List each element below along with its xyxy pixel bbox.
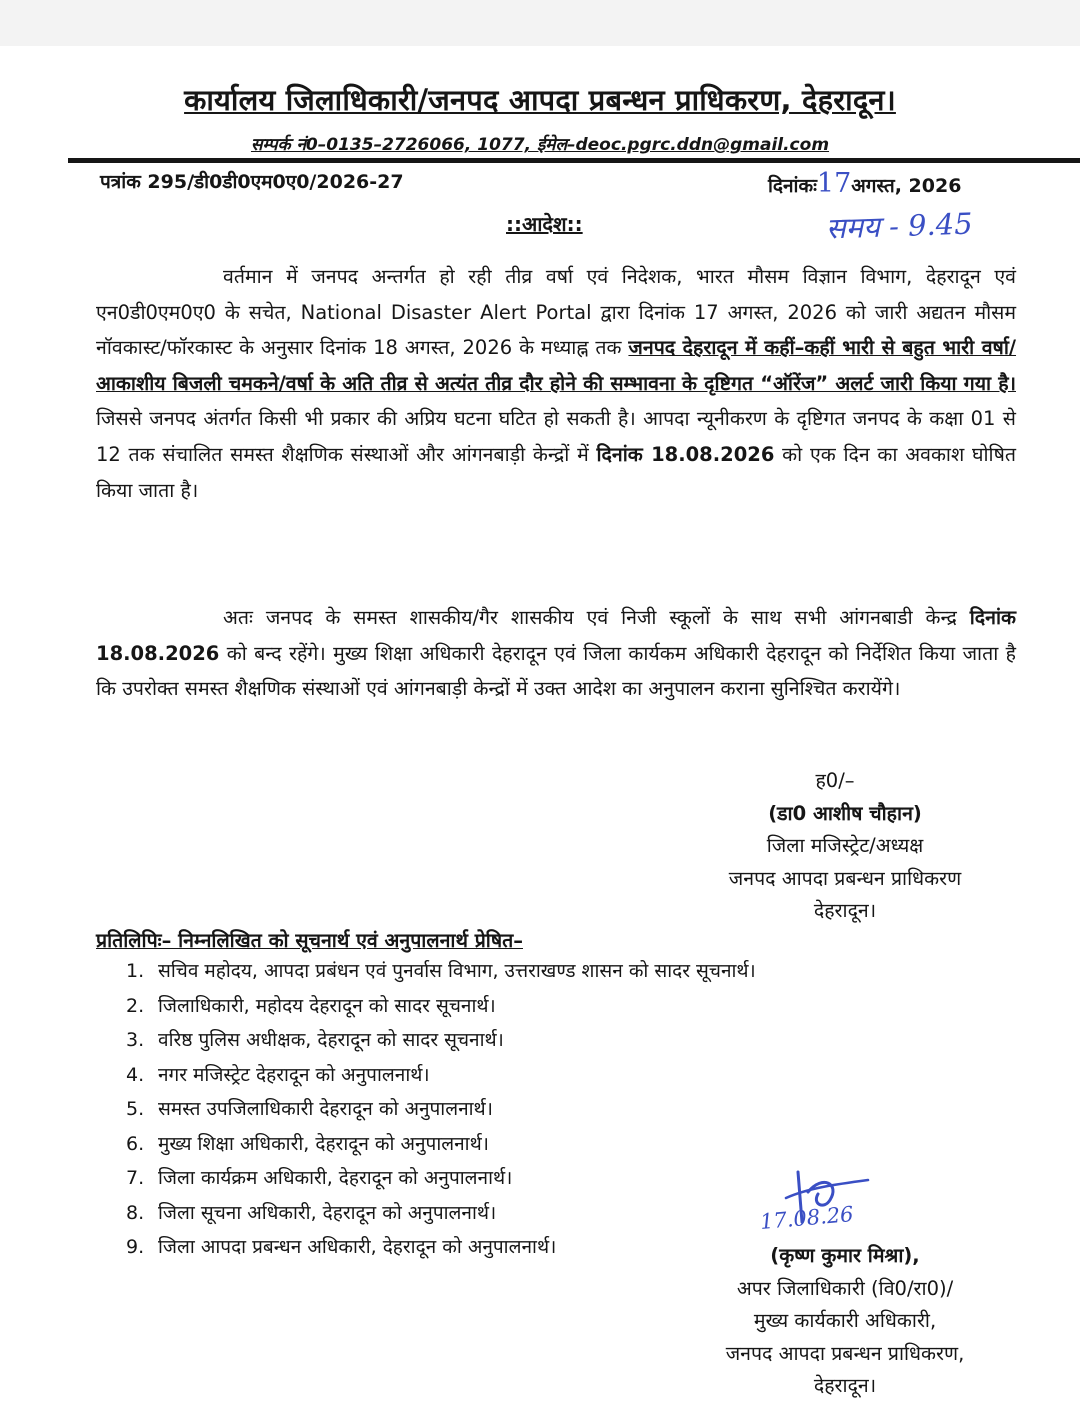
- list-item: [126, 954, 756, 989]
- date-label: दिनांकः: [768, 175, 817, 197]
- list-number: 7.: [126, 1167, 145, 1189]
- para2-text-a: अतः जनपद के समस्त शासकीय/गैर शासकीय एवं निजी स्कूलों के साथ सभी आंगनबाडी केन्द्र: [223, 606, 970, 629]
- list-text: नगर मजिस्ट्रेट देहरादून को अनुपालनार्थ।: [158, 1063, 430, 1086]
- signatory-name: (कृष्ण कुमार मिश्रा),: [770, 1244, 920, 1267]
- signatory-designation: जिला मजिस्ट्रेट/अध्यक्ष: [766, 834, 924, 857]
- list-number: 4.: [126, 1063, 145, 1086]
- signed-mark: ह0/–: [815, 769, 855, 792]
- signature-block-dm: [680, 765, 1010, 928]
- contact-line: सम्पर्क नं0–0135–2726066, 1077, ईमेल–deoc.pgrc.ddn@gmail.com: [250, 135, 830, 155]
- signatory-place: देहरादून।: [813, 1374, 877, 1397]
- letter-date: [768, 168, 961, 199]
- list-text: समस्त उपजिलाधिकारी देहरादून को अनुपालनार्थ।: [158, 1098, 493, 1120]
- holiday-date: दिनांक 18.08.2026: [596, 442, 775, 466]
- para2-text-b: को बन्द रहेंगे। मुख्य शिक्षा अधिकारी देहरादून एवं जिला कार्यकम अधिकारी देहरादून को निर्देशित किया जाता है कि उपरोक्त समस्त शैक्षणिक संस्थाओं एवं आंगनबाड़ी केन्द्रों में उक्त आदेश का अनुपालन कराना सुनिश्चित करायेंगे।: [96, 641, 1016, 700]
- signatory-designation: अपर जिलाधिकारी (वि0/रा0)/: [736, 1276, 954, 1300]
- list-item: [126, 1023, 756, 1058]
- list-text: मुख्य शिक्षा अधिकारी, देहरादून को अनुपालनार्थ।: [158, 1132, 489, 1155]
- copy-to-list: [126, 954, 756, 1265]
- handwritten-day: 17: [816, 168, 852, 199]
- orange-alert-text: जनपद देहरादून में कहीं–कहीं भारी से बहुत भारी वर्षा/आकाशीय बिजली चमकने/वर्षा के अति तीव्र से अत्यंत तीव्र दौर होने की सम्भावना के दृष्टिगत “ऑरेंज” अलर्ट जारी किया गया है।: [96, 336, 1017, 395]
- list-text: सचिव महोदय, आपदा प्रबंधन एवं पुनर्वास विभाग, उत्तराखण्ड शासन को सादर सूचनार्थ।: [158, 960, 756, 982]
- list-item: [126, 1092, 756, 1127]
- order-paragraph-1: [96, 259, 1016, 508]
- list-item: [126, 989, 756, 1024]
- list-number: 5.: [126, 1098, 145, 1120]
- signatory-authority: जनपद आपदा प्रबन्धन प्राधिकरण,: [725, 1341, 965, 1365]
- order-heading: ::आदेश::: [506, 212, 583, 236]
- signatory-place: देहरादून।: [813, 899, 877, 922]
- list-text: जिला आपदा प्रबन्धन अधिकारी, देहरादून को अनुपालनार्थ।: [158, 1236, 557, 1258]
- list-number: 3.: [126, 1029, 145, 1051]
- list-number: 2.: [126, 994, 145, 1017]
- signatory-authority: जनपद आपदा प्रबन्धन प्राधिकरण: [728, 866, 962, 890]
- list-item: [126, 1196, 756, 1231]
- list-item: [126, 1058, 756, 1093]
- handwritten-time: समय - 9.45: [825, 206, 974, 246]
- letter-number: पत्रांक 295/डी0डी0एम0ए0/2026-27: [100, 171, 404, 193]
- list-item: [126, 1230, 756, 1265]
- date-month-year: अगस्त, 2026: [851, 175, 962, 197]
- closure-date: दिनांक 18.08.2026: [96, 606, 1016, 665]
- list-text: जिलाधिकारी, महोदय देहरादून को सादर सूचनार्थ।: [158, 994, 496, 1017]
- list-item: [126, 1127, 756, 1162]
- list-text: जिला सूचना अधिकारी, देहरादून को अनुपालनार्थ।: [158, 1201, 497, 1224]
- para1-text-b: जिससे जनपद अंतर्गत किसी भी प्रकार की अप्रिय घटना घटित हो सकती है। आपदा न्यूनीकरण के दृष्टिगत जनपद के कक्षा 01 से 12 तक संचालित समस्त शैक्षणिक संस्थाओं और आंगनबाड़ी केन्द्रों में: [96, 407, 1016, 466]
- list-text: वरिष्ठ पुलिस अधीक्षक, देहरादून को सादर सूचनार्थ।: [158, 1029, 504, 1051]
- signatory-designation-2: मुख्य कार्यकारी अधिकारी,: [753, 1309, 937, 1332]
- signature-block-adm: [690, 1240, 1000, 1403]
- signatory-name: (डा0 आशीष चौहान): [768, 801, 922, 825]
- list-number: 6.: [126, 1132, 145, 1155]
- top-margin-band: [0, 0, 1080, 46]
- office-title: कार्यालय जिलाधिकारी/जनपद आपदा प्रबन्धन प्राधिकरण, देहरादून।: [184, 83, 896, 117]
- list-number: 1.: [126, 960, 145, 982]
- para1-text-a: वर्तमान में जनपद अन्तर्गत हो रही तीव्र वर्षा एवं निदेशक, भारत मौसम विज्ञान विभाग, देहरादून एवं एन0डी0एम0ए0 के सचेत, National Disaster Alert Portal द्वारा दिनांक 17 अगस्त, 2026 को जारी अद्यतन मौसम नॉवकास्ट/फॉरकास्ट के अनुसार दिनांक 18 अगस्त, 2026 के मध्याह्न तक: [96, 265, 1016, 360]
- handwritten-initial-date: 17.08.26: [759, 1201, 855, 1235]
- list-number: 8.: [126, 1201, 145, 1224]
- copy-to-heading: प्रतिलिपिः– निम्नलिखित को सूचनार्थ एवं अनुपालनार्थ प्रेषित–: [96, 929, 523, 952]
- list-number: 9.: [126, 1236, 145, 1258]
- para1-text-c: को एक दिन का अवकाश घोषित किया जाता है।: [96, 442, 1016, 502]
- list-item: [126, 1161, 756, 1196]
- header-divider: [68, 158, 1080, 163]
- order-paragraph-2: [96, 600, 1016, 707]
- list-text: जिला कार्यक्रम अधिकारी, देहरादून को अनुपालनार्थ।: [158, 1167, 513, 1189]
